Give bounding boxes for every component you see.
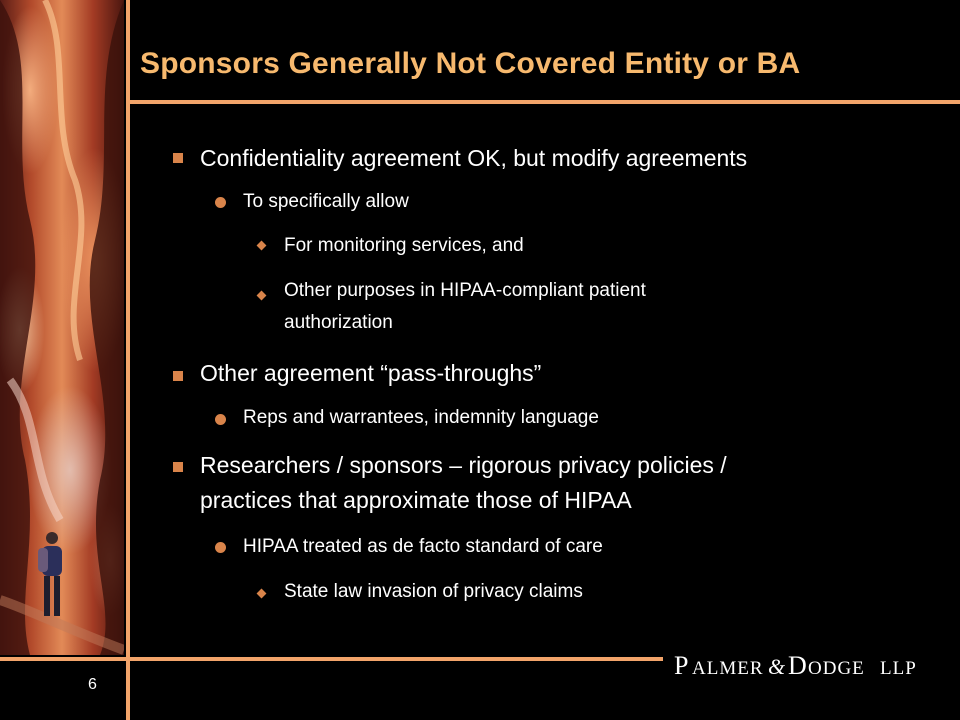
svg-text:&: & xyxy=(768,654,786,679)
svg-text:D: D xyxy=(788,651,807,680)
bullet-level1: Confidentiality agreement OK, but modify agreements xyxy=(200,145,748,171)
bullet-level2: To specifically allow xyxy=(243,191,409,212)
diamond-bullet-icon xyxy=(257,291,267,301)
palmer-dodge-logo xyxy=(672,647,942,681)
bullet-level1-continuation: practices that approximate those of HIPAA xyxy=(200,487,632,513)
bullet-level3: Other purposes in HIPAA-compliant patient xyxy=(284,280,646,301)
bullet-level1: Other agreement “pass-throughs” xyxy=(200,360,542,386)
bullet-level3: For monitoring services, and xyxy=(284,235,524,256)
diamond-bullet-icon xyxy=(257,589,267,599)
title-underline xyxy=(128,100,960,104)
round-bullet-icon xyxy=(215,542,226,553)
hiker-figure xyxy=(34,528,70,628)
footer-line xyxy=(0,657,663,661)
square-bullet-icon xyxy=(173,153,183,163)
svg-text:LLP: LLP xyxy=(880,658,917,679)
round-bullet-icon xyxy=(215,414,226,425)
svg-text:ALMER: ALMER xyxy=(692,658,764,679)
bullet-level3: State law invasion of privacy claims xyxy=(284,581,583,602)
square-bullet-icon xyxy=(173,371,183,381)
bullet-level2: HIPAA treated as de facto standard of care xyxy=(243,536,603,557)
bullet-level2: Reps and warrantees, indemnity language xyxy=(243,407,599,428)
square-bullet-icon xyxy=(173,462,183,472)
bullet-level1: Researchers / sponsors – rigorous privacy policies / xyxy=(200,452,727,478)
round-bullet-icon xyxy=(215,197,226,208)
slide-title: Sponsors Generally Not Covered Entity or BA xyxy=(140,47,801,80)
diamond-bullet-icon xyxy=(257,241,267,251)
canyon-photo xyxy=(0,0,124,655)
page-number: 6 xyxy=(88,676,97,693)
bullet-level3-continuation: authorization xyxy=(284,312,393,333)
svg-text:ODGE: ODGE xyxy=(808,658,865,679)
svg-text:P: P xyxy=(674,651,689,680)
vertical-accent-line xyxy=(126,0,130,720)
